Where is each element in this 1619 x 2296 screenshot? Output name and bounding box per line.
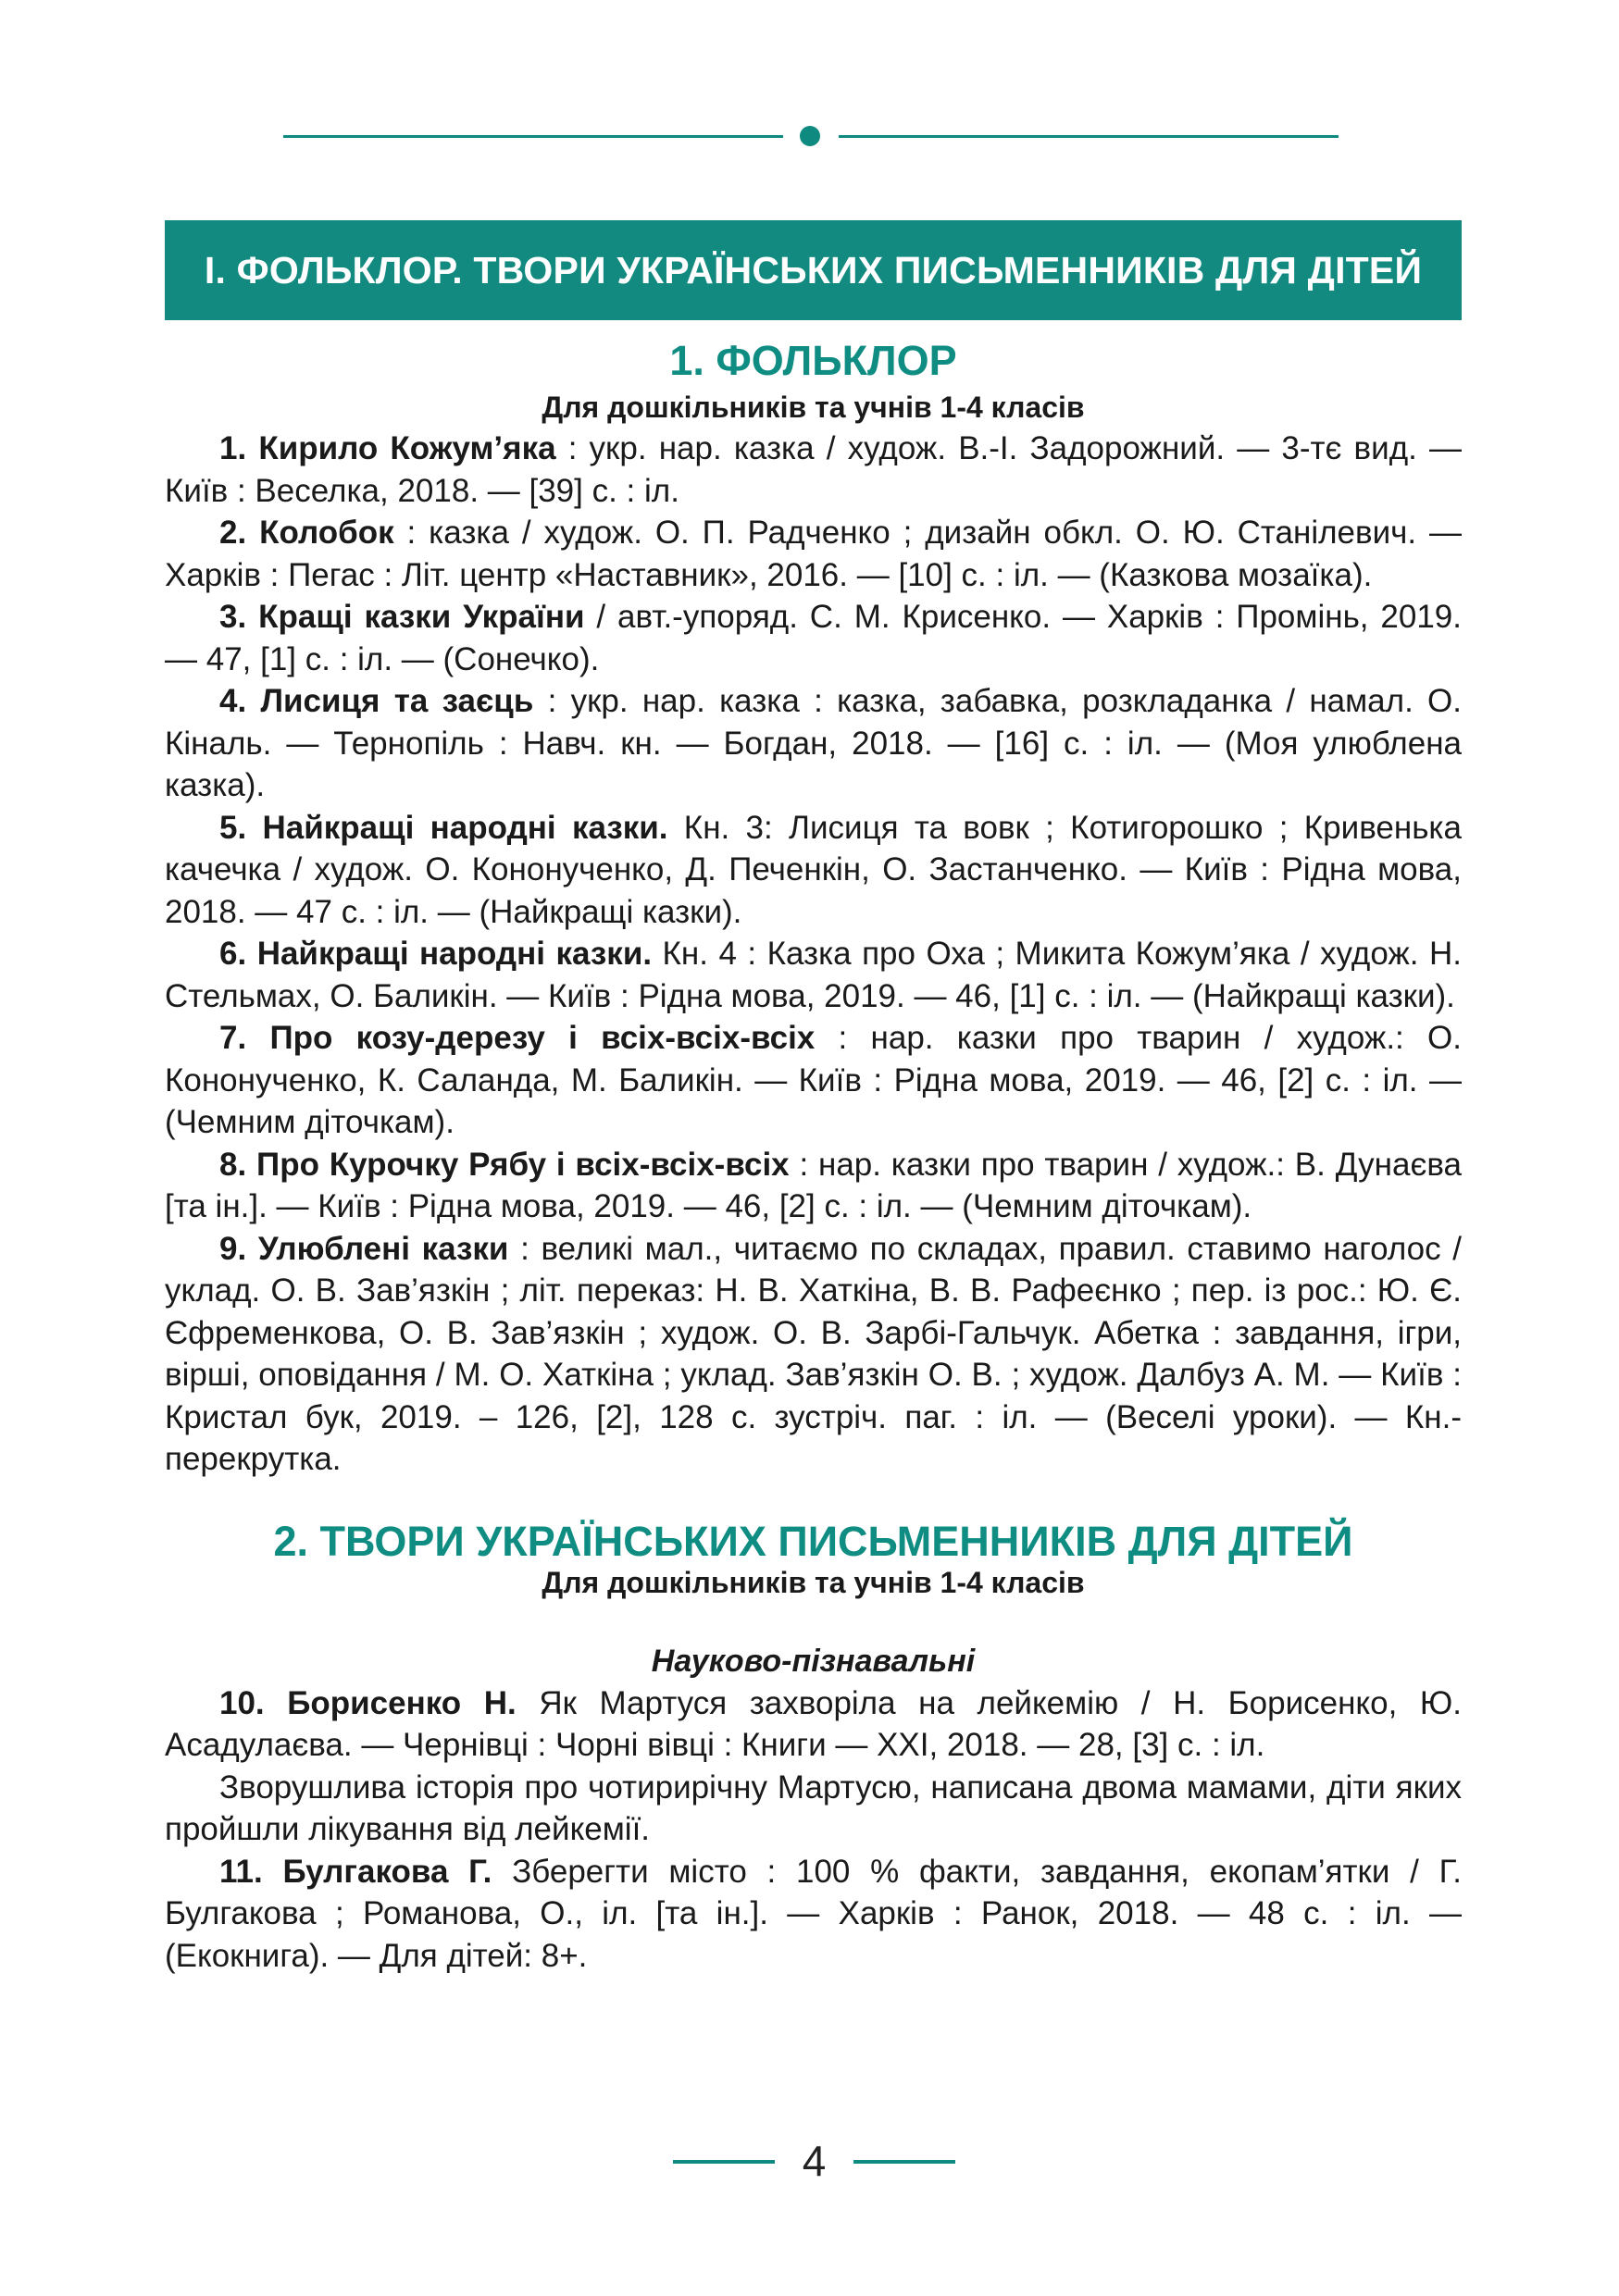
- main-content: [165, 335, 1462, 1977]
- bib-entry-4: [165, 680, 1462, 807]
- section-title-writers: 2. ТВОРИ УКРАЇНСЬКИХ ПИСЬМЕННИКІВ ДЛЯ ДІТЕЙ: [273, 1517, 1353, 1565]
- entry-number: 10.: [219, 1684, 265, 1721]
- ornament-line-left: [283, 135, 783, 138]
- entry-details: : великі мал., читаємо по складах, правил. ставимо наголос / уклад. О. В. Зав’язкін ; літ. переказ: Н. В. Хаткіна, В. В. Рафеєнко ; пер. із рос.: Ю. Є. Єфременкова, О. В. Зав’язкін ; худож. О. В. Зарбі-Гальчук. Абетка : завдання, ігри, вірші, оповідання / М. О. Хаткіна ; уклад. Зав’язкін О. В. ; худож. Далбуз А. М. — Київ : Кристал бук, 2019. – 126, [2], 128 с. зустріч. паг. : іл. — (Веселі уроки). — Кн.-перекрутка.: [165, 1230, 1462, 1477]
- bib-entry-6: [165, 933, 1462, 1017]
- ornament-line-right: [839, 135, 1339, 138]
- entry-number: 5.: [219, 809, 247, 846]
- entry-title: Колобок: [259, 515, 394, 551]
- entry-details: Як Мартуся захворіла на лейкемію / Н. Борисенко, Ю. Асадулаєва. — Чернівці : Чорні вівці : Книги — ХХІ, 2018. — 28, [3] с. : іл.: [165, 1684, 1462, 1763]
- entry-title: Кирило Кожум’яка: [258, 430, 556, 466]
- entry-details: : укр. нар. казка : казка, забавка, розкладанка / намал. О. Кіналь. — Тернопіль : Навч. кн. — Богдан, 2018. — [16] с. : іл. — (Моя улюблена казка).: [165, 683, 1463, 803]
- ornament-dot: [800, 126, 820, 146]
- entry-number: 7.: [219, 1020, 247, 1056]
- entry-details: : укр. нар. казка / худож. В.-І. Задорожний. — 3-тє вид. — Київ : Веселка, 2018. — [39] с. : іл.: [165, 430, 1462, 509]
- section-subtitle-writers: Для дошкільників та учнів 1-4 класів: [542, 1565, 1085, 1599]
- entry-details: : казка / худож. О. П. Радченко ; дизайн обкл. О. Ю. Станілевич. — Харків : Пегас : Літ. центр «Наставник», 2016. — [10] с. : іл. — (Казкова мозаїка).: [165, 515, 1462, 593]
- entry-number: 9.: [219, 1230, 247, 1267]
- entry-title: Лисиця та заєць: [260, 683, 534, 719]
- entry-number: 2.: [219, 515, 247, 551]
- bib-entry-5: [165, 807, 1462, 934]
- bib-entry-9: [165, 1228, 1462, 1481]
- bib-entry-8: [165, 1144, 1462, 1228]
- category-heading: Науково-пізнавальні: [651, 1643, 976, 1679]
- section-subtitle-folklore: Для дошкільників та учнів 1-4 класів: [542, 391, 1085, 424]
- footer-line-right: [853, 2160, 955, 2164]
- entry-details: : нар. казки про тварин / худож.: В. Дунаєва [та ін.]. — Київ : Рідна мова, 2019. — 46, [2] с. : іл. — (Чемним діточкам).: [165, 1146, 1462, 1224]
- entry-title: Найкращі народні казки.: [262, 809, 668, 846]
- entry-annotation-10: Зворушлива історія про чотирирічну Мартусю, написана двома мамами, діти яких пройшли лікування від лейкемії.: [165, 1769, 1462, 1847]
- page-number: 4: [802, 2137, 827, 2185]
- folklore-entry-list: [165, 428, 1462, 1481]
- footer-line-left: [673, 2160, 775, 2164]
- bib-entry-7: [165, 1017, 1462, 1144]
- entry-details: : нар. казки про тварин / худож.: О. Кононученко, К. Саланда, М. Баликін. — Київ : Рідна мова, 2019. — 46, [2] с. : іл. — (Чемним діточкам).: [165, 1020, 1462, 1140]
- entry-number: 11.: [219, 1853, 263, 1890]
- entry-details: Кн. 3: Лисиця та вовк ; Котигорошко ; Кривенька качечка / худож. О. Кононученко, Д. Печенкін, О. Застанченко. — Київ : Рідна мова, 2018. — 47 с. : іл. — (Найкращі казки).: [165, 809, 1462, 930]
- entry-number: 8.: [219, 1146, 247, 1183]
- chapter-banner: І. ФОЛЬКЛОР. ТВОРИ УКРАЇНСЬКИХ ПИСЬМЕННИКІВ ДЛЯ ДІТЕЙ: [165, 220, 1462, 320]
- page-footer: [0, 2133, 1619, 2189]
- bib-entry-3: [165, 596, 1462, 680]
- entry-title: Кращі казки України: [258, 599, 585, 635]
- entry-author: Борисенко Н.: [287, 1684, 517, 1721]
- bib-entry-1: [165, 428, 1462, 512]
- entry-details: / авт.-упоряд. С. М. Крисенко. — Харків : Промінь, 2019. — 47, [1] с. : іл. — (Сонечко).: [165, 599, 1462, 677]
- entry-title: Про Курочку Рябу і всіх-всіх-всіх: [256, 1146, 790, 1183]
- entry-author: Булгакова Г.: [282, 1853, 492, 1890]
- entry-title: Про козу-дерезу і всіх-всіх-всіх: [269, 1020, 816, 1056]
- entry-details: Зберегти місто : 100 % факти, завдання, екопам’ятки / Г. Булгакова ; Романова, О., іл. [та ін.]. — Харків : Ранок, 2018. — 48 с. : іл. — (Екокнига). — Для дітей: 8+.: [165, 1853, 1462, 1974]
- entry-number: 4.: [219, 683, 247, 719]
- entry-number: 1.: [219, 430, 247, 466]
- entry-details: Кн. 4 : Казка про Оха ; Микита Кожум’яка / худож. Н. Стельмах, О. Баликін. — Київ : Рідна мова, 2019. — 46, [1] с. : іл. — (Найкращі казки).: [165, 936, 1462, 1014]
- bib-entry-11: [165, 1851, 1462, 1978]
- section-title-folklore: 1. ФОЛЬКЛОР: [669, 337, 957, 384]
- entry-title: Улюблені казки: [257, 1230, 509, 1267]
- header-ornament: [283, 126, 1339, 148]
- entry-number: 6.: [219, 936, 247, 972]
- entry-title: Найкращі народні казки.: [256, 936, 653, 972]
- bib-entry-2: [165, 512, 1462, 596]
- entry-number: 3.: [219, 599, 247, 635]
- bib-entry-10: [165, 1682, 1462, 1767]
